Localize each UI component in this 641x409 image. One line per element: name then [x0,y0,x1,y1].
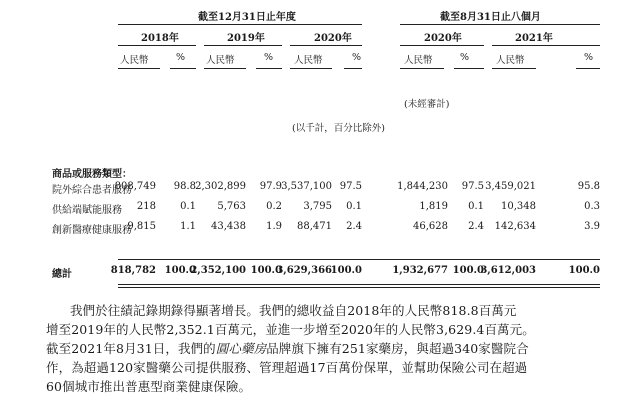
header-year-end-rule [118,24,362,25]
total-row-cell-9: 100.0 [568,265,600,276]
total-row-cell-2: 2,352,100 [190,265,246,276]
row-1-cell-6: 1,819 [419,201,448,212]
total-row-cell-3: 100.0 [250,265,282,276]
row-2-cell-5: 2.4 [346,221,362,232]
unit-rmb-2019: 人民幣 [206,55,235,66]
row-1-label: 供給端賦能服務 [52,205,122,216]
row-2-cell-6: 46,628 [413,221,448,232]
header-eight-months-rule [400,24,600,25]
row-1-cell-2: 5,763 [217,201,246,212]
unit-pct-2021-8m: % [584,52,594,63]
total-row-cell-5: 100.0 [330,265,362,276]
row-2-cell-0: 9,815 [127,221,156,232]
unit-rule-2021-8m-rmb [492,68,536,69]
unit-rmb-2021-8m: 人民幣 [496,55,525,66]
row-1-cell-7: 0.1 [468,201,484,212]
row-0-cell-4: 3,537,100 [281,181,332,192]
total-top-rule [118,259,600,260]
year-2018: 2018年 [141,33,179,44]
section-label: 商品或服務類型： [52,169,132,180]
unit-rule-2020-rmb [290,68,332,69]
unaudited-note: (未經審計) [404,99,450,110]
unit-pct-2020: % [352,52,362,63]
total-row-cell-0: 818,782 [110,265,156,276]
unit-rule-2021-8m-pct [576,68,600,69]
total-row-cell-1: 100.0 [164,265,196,276]
row-1-cell-8: 10,348 [501,201,536,212]
row-0-cell-2: 2,302,899 [195,181,246,192]
unit-pct-2019: % [264,52,274,63]
row-1-cell-5: 0.1 [346,201,362,212]
paragraph-line-3-post: 品牌旗下擁有251家藥房，與超過340家醫院合 [266,341,529,356]
row-0-cell-7: 97.5 [461,181,484,192]
year-rule-2018 [118,45,196,46]
unit-rule-2018-rmb [118,68,160,69]
paragraph-line-1: 我們於往績記錄期錄得顯著增長。我們的總收益自2018年的人民幣818.8百萬元 [70,303,517,318]
total-bottom-rule-1 [118,284,600,285]
row-1-cell-4: 3,795 [303,201,332,212]
header-year-end: 截至12月31日止年度 [198,12,296,23]
paragraph-line-3 [46,339,636,358]
row-0-cell-6: 1,844,230 [397,181,448,192]
unit-rmb-2018: 人民幣 [120,55,149,66]
unit-rule-2019-rmb [204,68,246,69]
row-2-cell-2: 43,438 [211,221,246,232]
year-2021-8m: 2021年 [515,33,553,44]
row-1-cell-0: 218 [136,201,156,212]
header-eight-months: 截至8月31日止八個月 [440,12,541,23]
year-rule-2019 [204,45,282,46]
unit-rmb-2020-8m: 人民幣 [404,55,433,66]
year-2020-8m: 2020年 [424,33,462,44]
unit-pct-2020-8m: % [460,52,470,63]
row-1-cell-3: 0.2 [266,201,282,212]
row-1-cell-1: 0.1 [180,201,196,212]
year-2020: 2020年 [314,33,352,44]
row-2-cell-7: 2.4 [468,221,484,232]
row-2-cell-1: 1.1 [180,221,196,232]
row-2-label: 創新醫療健康服務 [52,225,132,236]
paragraph-line-4: 作，為超過120家醫藥公司提供服務、管理超過17百萬份保單，並幫助保險公司在超過 [46,360,528,375]
year-2019: 2019年 [227,33,265,44]
unit-pct-2018: % [176,52,186,63]
total-row-cell-4: 3,629,366 [276,265,332,276]
unit-rule-2020-pct [344,68,362,69]
year-rule-2020 [290,45,362,46]
summary-paragraph [46,301,636,396]
row-0-cell-0: 808,749 [114,181,156,192]
year-rule-2021-8m [492,45,600,46]
unit-rule-2020-8m-pct [454,68,484,69]
unit-rmb-2020: 人民幣 [294,55,323,66]
unit-rule-2020-8m-rmb [400,68,444,69]
total-row-label: 總計 [52,269,72,280]
total-row-cell-6: 1,932,677 [392,265,448,276]
unit-rule-2018-pct [170,68,196,69]
total-bottom-rule-2 [118,287,600,288]
paragraph-line-2: 增至2019年的人民幣2,352.1百萬元，並進一步增至2020年的人民幣3,629.4百萬元。 [46,322,535,337]
row-0-cell-3: 97.9 [259,181,282,192]
paragraph-line-3-pre: 截至2021年8月31日，我們的 [46,341,216,356]
row-0-cell-9: 95.8 [577,181,600,192]
row-0-cell-8: 3,459,021 [485,181,536,192]
total-row-cell-8: 3,612,003 [480,265,536,276]
unit-rule-2019-pct [256,68,282,69]
row-2-cell-9: 3.9 [584,221,600,232]
brand-name: 圓心藥房 [215,341,267,356]
row-2-cell-8: 142,634 [494,221,536,232]
row-2-cell-4: 88,471 [297,221,332,232]
paragraph-line-5: 60個城市推出普惠型商業健康保險。 [46,379,252,394]
row-0-cell-1: 98.8 [173,181,196,192]
row-0-label: 院外綜合患者服務 [52,185,132,196]
total-row-cell-7: 100.0 [452,265,484,276]
row-0-cell-5: 97.5 [339,181,362,192]
units-note: (以千計，百分比除外) [292,123,385,134]
row-2-cell-3: 1.9 [266,221,282,232]
year-rule-2020-8m [400,45,484,46]
row-1-cell-9: 0.3 [584,201,600,212]
